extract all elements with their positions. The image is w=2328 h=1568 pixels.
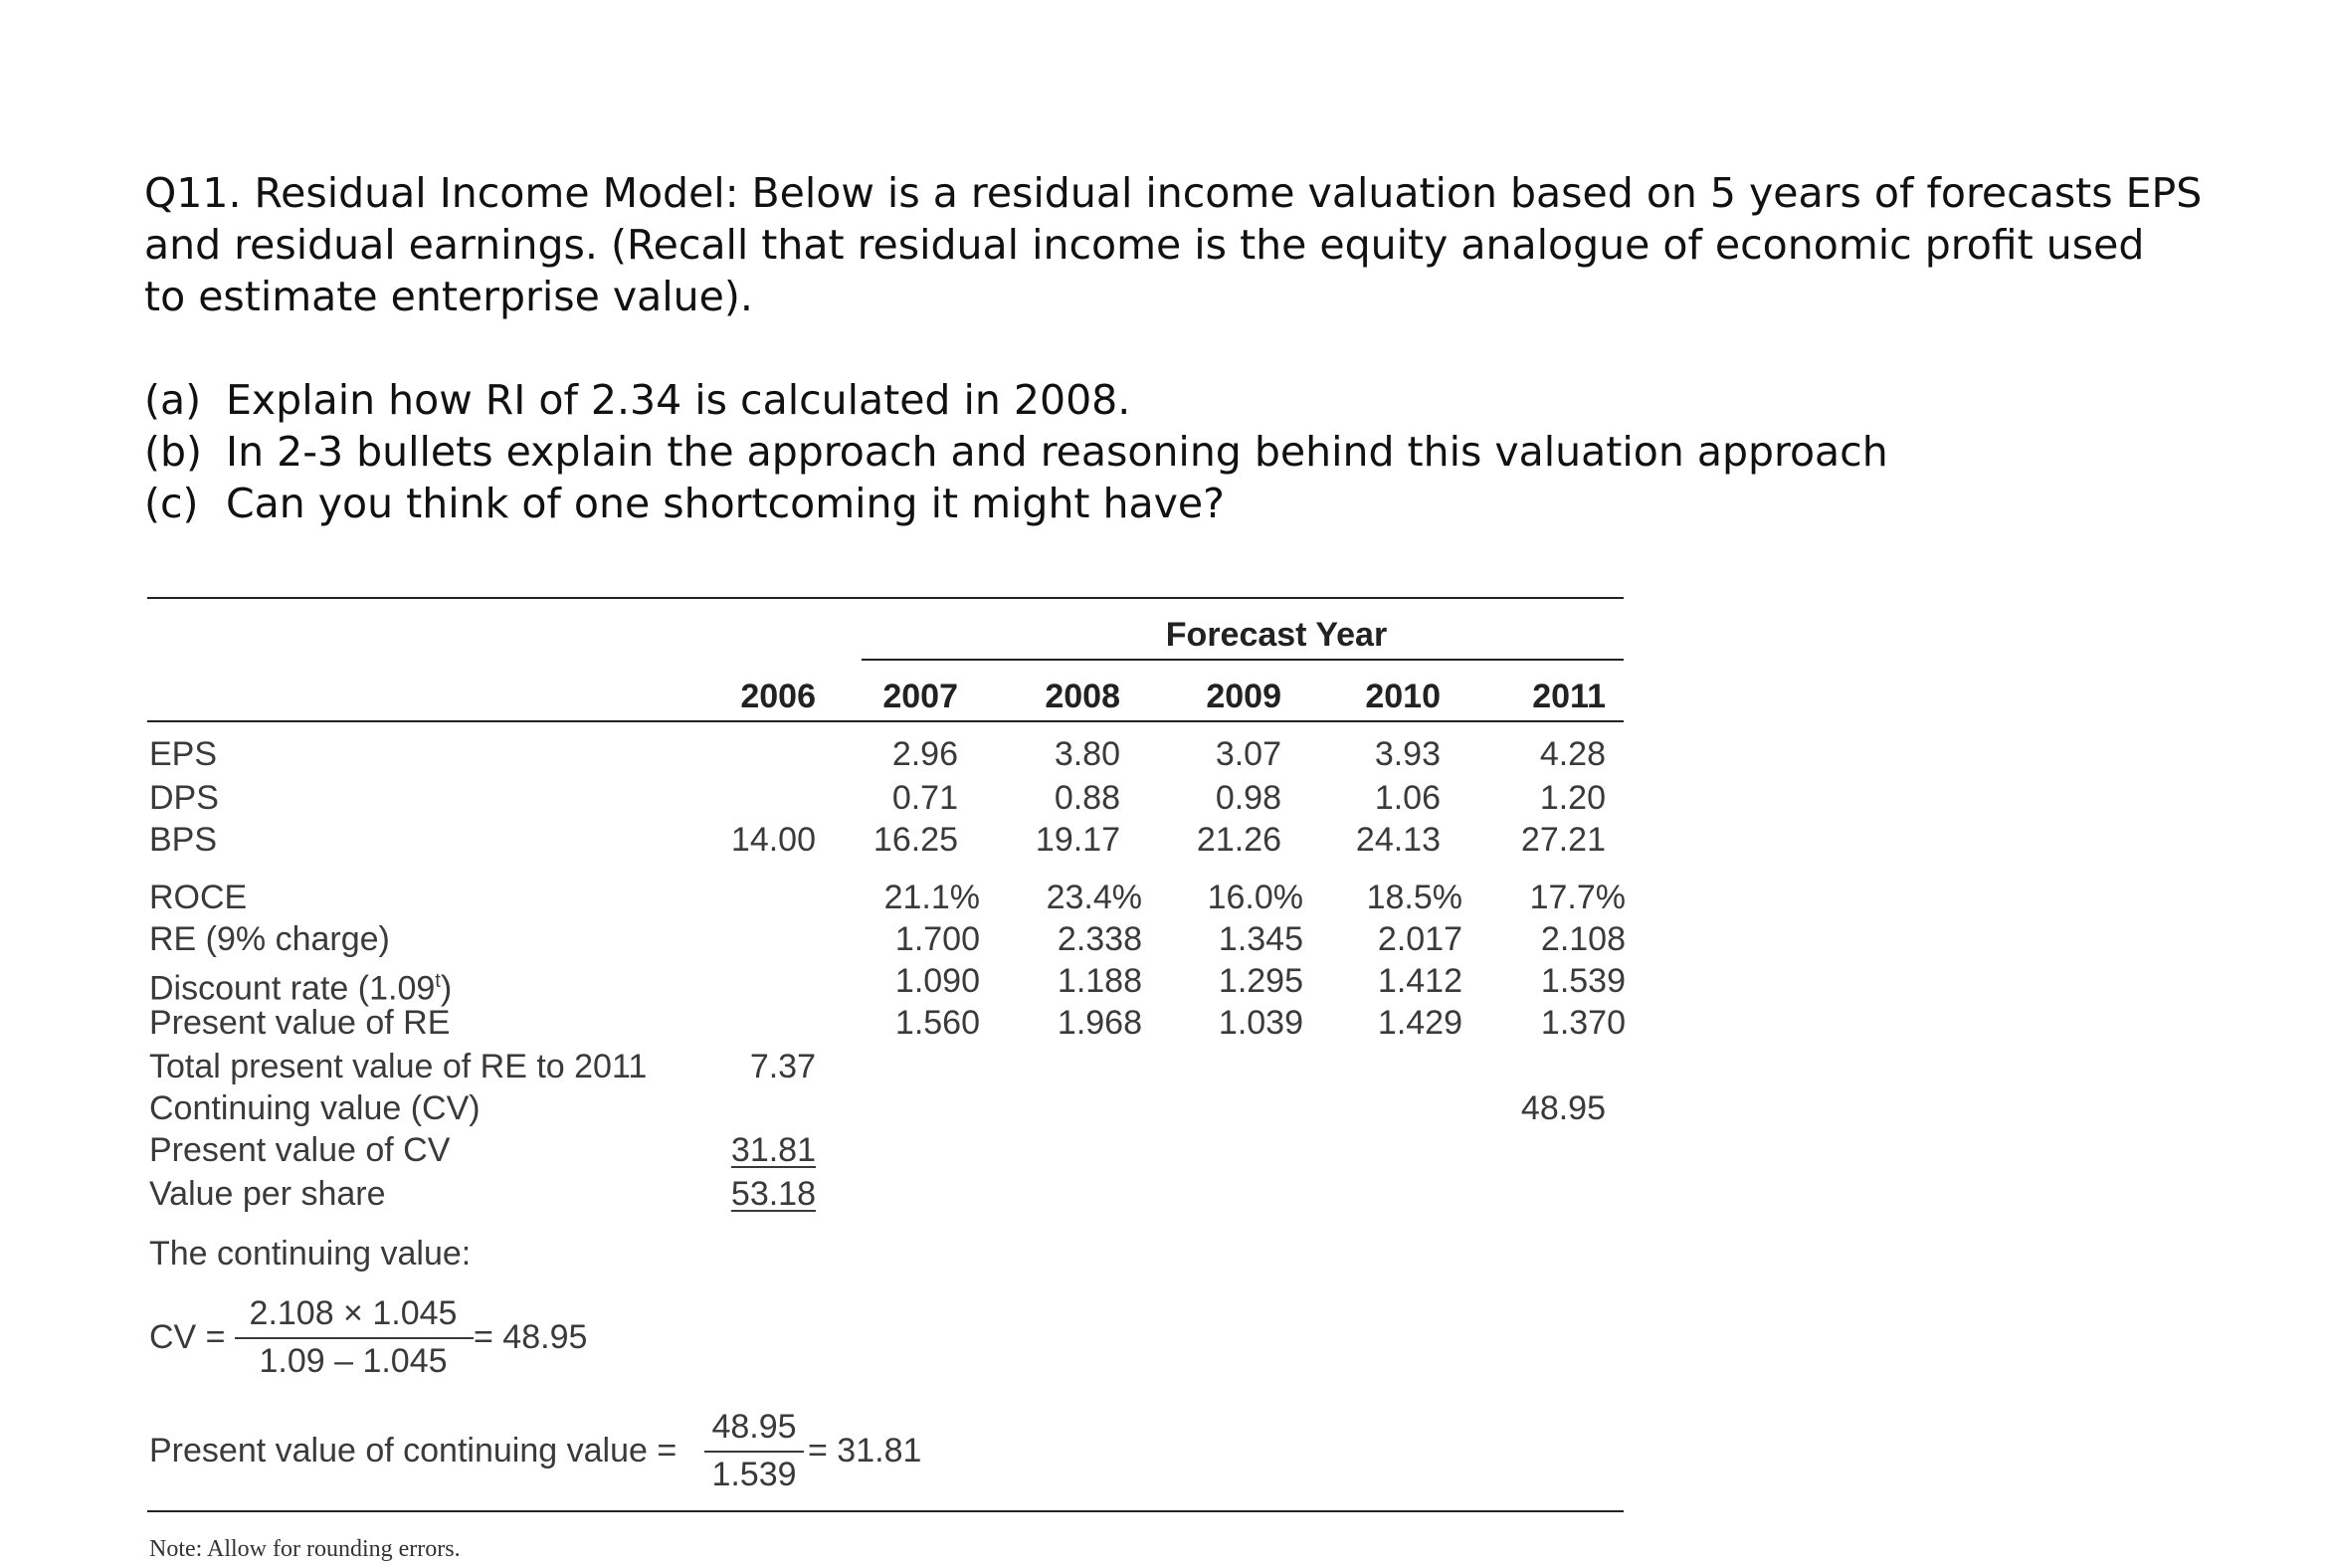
table-cell: 16.0% bbox=[1207, 879, 1303, 916]
row-label bbox=[149, 1088, 481, 1128]
table-cell: 21.1% bbox=[883, 879, 980, 916]
forecast-year-header: Forecast Year bbox=[1165, 616, 1388, 654]
row-label-text: DPS bbox=[149, 779, 219, 817]
table-cell: 7.37 bbox=[749, 1048, 816, 1085]
pv-numerator: 48.95 bbox=[711, 1408, 797, 1446]
table-cell: 1.295 bbox=[1218, 962, 1303, 1000]
pv-denominator: 1.539 bbox=[711, 1456, 797, 1493]
row-label-end: ) bbox=[440, 969, 453, 1008]
year-header-2007: 2007 bbox=[882, 678, 958, 715]
cv-denominator: 1.09 – 1.045 bbox=[259, 1342, 448, 1380]
question-block bbox=[144, 167, 2233, 529]
part-b-label: (b) bbox=[144, 428, 203, 476]
table-cell: 1.039 bbox=[1218, 1004, 1303, 1042]
table-cell: 21.26 bbox=[1196, 821, 1281, 859]
forecast-header-rule bbox=[862, 659, 1624, 661]
year-header-2008: 2008 bbox=[1045, 678, 1120, 715]
table-cell: 1.968 bbox=[1057, 1004, 1142, 1042]
row-label bbox=[149, 1174, 386, 1214]
row-label-text: Discount rate (1.09 bbox=[149, 969, 436, 1008]
table-cell: 0.71 bbox=[891, 779, 958, 817]
table-top-rule bbox=[147, 597, 1624, 599]
part-a-label: (a) bbox=[144, 376, 202, 424]
table-cell: 1.370 bbox=[1540, 1004, 1626, 1042]
part-b bbox=[144, 426, 2233, 478]
table-cell: 1.188 bbox=[1057, 962, 1142, 1000]
part-c bbox=[144, 478, 2233, 529]
table-cell: 24.13 bbox=[1355, 821, 1441, 859]
table-cell: 1.090 bbox=[894, 962, 980, 1000]
part-b-text: In 2-3 bullets explain the approach and reasoning behind this valuation approach bbox=[226, 428, 1888, 476]
cv-intro: The continuing value: bbox=[149, 1235, 472, 1273]
table-bottom-rule bbox=[147, 1510, 1624, 1512]
year-header-2006: 2006 bbox=[740, 678, 816, 715]
row-label bbox=[149, 919, 390, 959]
pv-fraction-bar bbox=[704, 1451, 804, 1453]
cv-lhs: CV = bbox=[149, 1318, 226, 1356]
table-cell: 3.93 bbox=[1374, 735, 1441, 773]
cv-numerator: 2.108 × 1.045 bbox=[249, 1294, 458, 1332]
row-label bbox=[149, 1047, 647, 1086]
row-label-text: Continuing value (CV) bbox=[149, 1089, 481, 1127]
row-label bbox=[149, 961, 452, 1008]
table-cell: 2.96 bbox=[891, 735, 958, 773]
row-label-text: RE (9% charge) bbox=[149, 920, 390, 958]
table-cell: 4.28 bbox=[1539, 735, 1606, 773]
table-header-rule bbox=[147, 720, 1624, 722]
table-cell: 19.17 bbox=[1035, 821, 1120, 859]
row-label bbox=[149, 1130, 450, 1170]
row-label-text: ROCE bbox=[149, 879, 248, 916]
question-line-3: to estimate enterprise value). bbox=[144, 273, 753, 320]
part-a-text: Explain how RI of 2.34 is calculated in 2008. bbox=[226, 376, 1131, 424]
valuation-table bbox=[147, 593, 1624, 1568]
row-label-superscript: t bbox=[435, 970, 441, 992]
row-label-text: Total present value of RE to 2011 bbox=[149, 1048, 648, 1085]
question-parts bbox=[144, 374, 2233, 529]
table-cell: 0.98 bbox=[1215, 779, 1281, 817]
pv-lhs: Present value of continuing value = bbox=[149, 1432, 678, 1470]
table-cell: 53.18 bbox=[730, 1175, 816, 1213]
table-cell: 23.4% bbox=[1046, 879, 1142, 916]
table-cell: 2.017 bbox=[1377, 920, 1462, 958]
table-cell: 1.20 bbox=[1539, 779, 1606, 817]
question-line-1: Q11. Residual Income Model: Below is a residual income valuation based on 5 years of forecasts EPS bbox=[144, 169, 2203, 217]
table-cell: 0.88 bbox=[1054, 779, 1120, 817]
year-header-2009: 2009 bbox=[1206, 678, 1281, 715]
table-cell: 3.80 bbox=[1054, 735, 1120, 773]
table-cell: 1.412 bbox=[1377, 962, 1462, 1000]
table-cell: 1.700 bbox=[894, 920, 980, 958]
row-label-text: BPS bbox=[149, 821, 218, 859]
cv-fraction-bar bbox=[235, 1337, 474, 1339]
table-cell: 31.81 bbox=[730, 1131, 816, 1169]
pv-result: = 31.81 bbox=[808, 1432, 922, 1470]
question-line-2: and residual earnings. (Recall that residual income is the equity analogue of economic profit used bbox=[144, 221, 2145, 269]
table-cell: 1.560 bbox=[894, 1004, 980, 1042]
part-c-label: (c) bbox=[144, 480, 199, 527]
row-label bbox=[149, 1003, 450, 1043]
table-cell: 16.25 bbox=[873, 821, 958, 859]
table-cell: 1.429 bbox=[1377, 1004, 1462, 1042]
row-label-text: Present value of CV bbox=[149, 1131, 451, 1169]
row-label-text: Value per share bbox=[149, 1175, 386, 1213]
table-cell: 3.07 bbox=[1215, 735, 1281, 773]
table-cell: 27.21 bbox=[1520, 821, 1606, 859]
table-cell: 1.06 bbox=[1374, 779, 1441, 817]
row-label bbox=[149, 734, 217, 774]
table-cell: 1.345 bbox=[1218, 920, 1303, 958]
table-cell: 14.00 bbox=[730, 821, 816, 859]
row-label bbox=[149, 778, 219, 818]
part-c-text: Can you think of one shortcoming it might have? bbox=[226, 480, 1225, 527]
row-label bbox=[149, 878, 247, 917]
cv-result: = 48.95 bbox=[474, 1318, 588, 1356]
table-cell: 1.539 bbox=[1540, 962, 1626, 1000]
part-a bbox=[144, 374, 2233, 426]
row-label-text: Present value of RE bbox=[149, 1004, 451, 1042]
rounding-note: Note: Allow for rounding errors. bbox=[149, 1536, 461, 1562]
table-cell: 18.5% bbox=[1366, 879, 1462, 916]
row-label-text: EPS bbox=[149, 735, 218, 773]
year-header-2011: 2011 bbox=[1532, 678, 1606, 715]
year-header-2010: 2010 bbox=[1365, 678, 1441, 715]
table-cell: 17.7% bbox=[1529, 879, 1626, 916]
table-cell: 2.338 bbox=[1057, 920, 1142, 958]
table-cell: 48.95 bbox=[1520, 1089, 1606, 1127]
row-label bbox=[149, 820, 217, 860]
table-cell: 2.108 bbox=[1540, 920, 1626, 958]
